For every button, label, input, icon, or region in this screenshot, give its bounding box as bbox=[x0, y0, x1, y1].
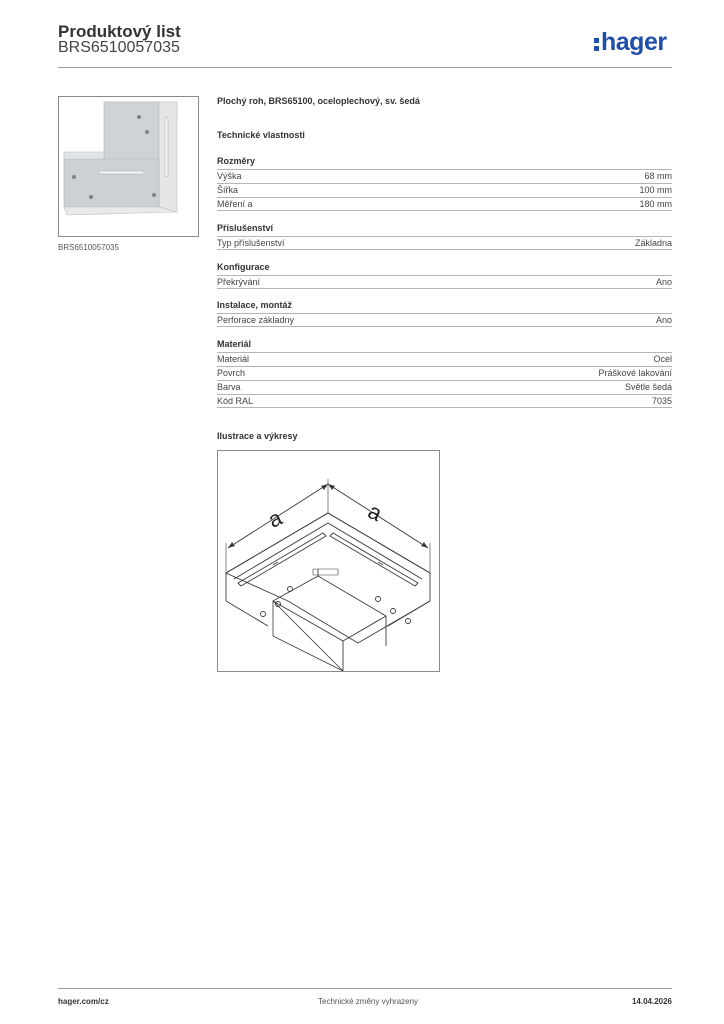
row-value: Světle šedá bbox=[624, 382, 672, 392]
section-dimensions-title: Rozměry bbox=[217, 156, 256, 166]
table-row bbox=[217, 183, 672, 197]
row-label: Kód RAL bbox=[217, 396, 254, 406]
row-value: 100 mm bbox=[639, 185, 672, 195]
table-row bbox=[217, 197, 672, 211]
row-value: Ano bbox=[655, 315, 672, 325]
page-title: Produktový list bbox=[58, 22, 181, 41]
section-illustrations-title: Ilustrace a výkresy bbox=[217, 431, 298, 441]
product-photo bbox=[58, 96, 199, 237]
hager-logo[interactable] bbox=[594, 28, 667, 57]
section-installation-title: Instalace, montáž bbox=[217, 300, 293, 310]
row-label: Perforace základny bbox=[217, 315, 295, 325]
footer-notice: Technické změny vyhrazeny bbox=[318, 997, 419, 1006]
row-value: 68 mm bbox=[644, 171, 672, 181]
article-number: BRS6510057035 bbox=[58, 39, 180, 56]
section-technical-properties: Technické vlastnosti bbox=[217, 130, 305, 140]
row-value: Práškové lakování bbox=[598, 368, 672, 378]
photo-caption: BRS6510057035 bbox=[58, 243, 119, 252]
technical-drawing bbox=[217, 450, 440, 672]
dimension-label-right: a bbox=[364, 498, 386, 527]
table-row bbox=[217, 352, 672, 366]
row-value: 7035 bbox=[651, 396, 672, 406]
footer-divider bbox=[58, 988, 672, 989]
row-label: Šířka bbox=[217, 185, 239, 195]
dimension-label-left: a bbox=[264, 504, 286, 533]
table-row bbox=[217, 394, 672, 408]
table-row bbox=[217, 313, 672, 327]
row-value: Ocel bbox=[653, 354, 672, 364]
logo-text: hager bbox=[601, 28, 667, 56]
flat-corner-photo-icon bbox=[59, 97, 198, 236]
flat-corner-drawing-icon bbox=[218, 451, 439, 671]
header-divider bbox=[58, 67, 672, 68]
table-row bbox=[217, 366, 672, 380]
row-label: Povrch bbox=[217, 368, 246, 378]
section-configuration-title: Konfigurace bbox=[217, 262, 270, 272]
table-row bbox=[217, 236, 672, 250]
row-label: Barva bbox=[217, 382, 241, 392]
row-value: 180 mm bbox=[639, 199, 672, 209]
table-row bbox=[217, 275, 672, 289]
table-row bbox=[217, 380, 672, 394]
section-material-title: Materiál bbox=[217, 339, 252, 349]
row-label: Výška bbox=[217, 171, 242, 181]
row-value: Základna bbox=[634, 238, 672, 248]
row-label: Materiál bbox=[217, 354, 250, 364]
row-label: Překrývání bbox=[217, 277, 261, 287]
table-row bbox=[217, 169, 672, 183]
logo-dots-icon bbox=[594, 34, 600, 50]
row-label: Měření a bbox=[217, 199, 253, 209]
product-title: Plochý roh, BRS65100, oceloplechový, sv. šedá bbox=[217, 96, 420, 106]
row-label: Typ příslušenství bbox=[217, 238, 285, 248]
footer-website-link[interactable]: hager.com/cz bbox=[58, 997, 109, 1006]
section-accessories-title: Příslušenství bbox=[217, 223, 274, 233]
footer-date: 14.04.2026 bbox=[631, 997, 672, 1006]
row-value: Ano bbox=[655, 277, 672, 287]
